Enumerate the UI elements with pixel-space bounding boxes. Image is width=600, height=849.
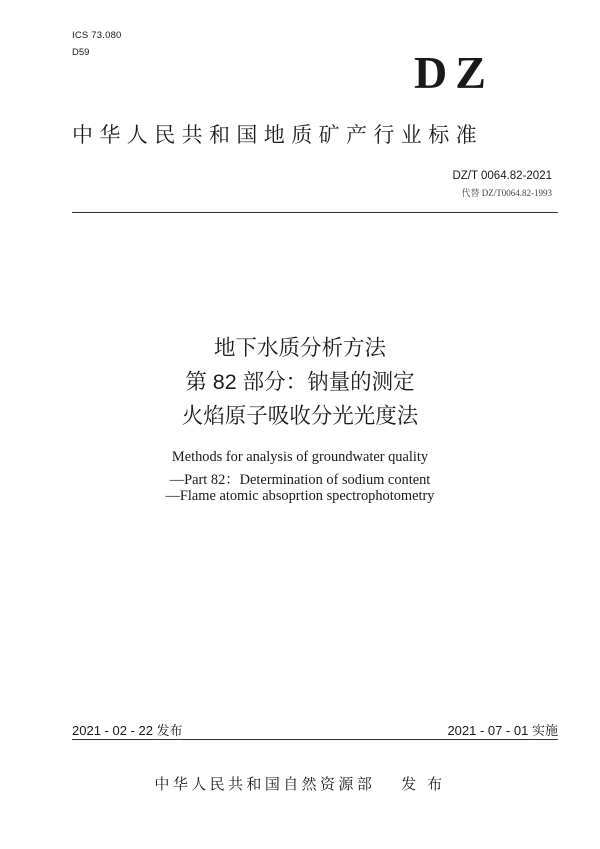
replaced-standard: 代替 DZ/T0064.82-1993 (461, 188, 552, 198)
title-cn-line-2: 第 82 部分：钠量的测定 (185, 370, 415, 394)
implementation-date: 2021 - 07 - 01 实施 (447, 723, 558, 738)
ics-code: ICS 73.080 (72, 30, 122, 41)
title-cn-line-1: 地下水质分析方法 (213, 336, 386, 360)
header-divider (72, 212, 558, 213)
title-en-line-2: —Part 82：Determination of sodium content (169, 472, 431, 488)
standard-number: DZ/T 0064.82-2021 (452, 170, 552, 182)
footer-divider (72, 739, 558, 740)
issuing-authority: 中华人民共和国自然资源部 发 布 (154, 776, 446, 793)
issue-date: 2021 - 02 - 22 发布 (72, 723, 183, 738)
title-en-line-1: Methods for analysis of groundwater quality (171, 449, 429, 465)
title-en-line-3: —Flame atomic absoprtion spectrophotometry (165, 488, 435, 504)
dz-logo: DZ (414, 47, 494, 98)
standard-category-title: 中华人民共和国地质矿产行业标准 (72, 124, 483, 147)
title-cn-line-3: 火焰原子吸收分光光度法 (181, 404, 419, 428)
ccs-code: D59 (72, 47, 90, 58)
